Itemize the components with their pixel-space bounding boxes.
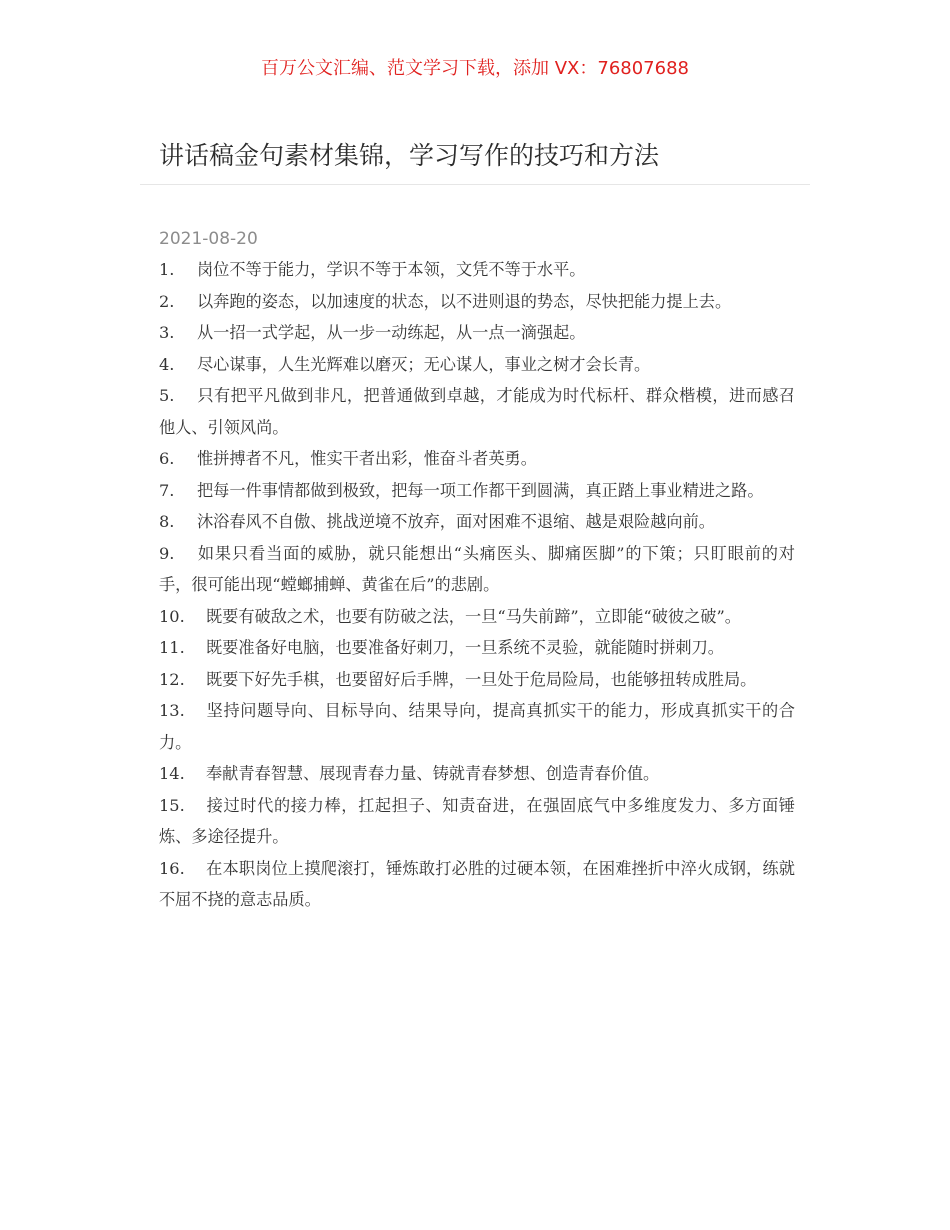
list-item: [159, 538, 795, 601]
promo-banner: 百万公文汇编、范文学习下载，添加 VX：76807688: [261, 58, 689, 79]
item-number: 4.: [159, 354, 175, 374]
item-number: 1.: [159, 260, 175, 279]
item-number: 13.: [159, 701, 185, 720]
item-text: 既要准备好电脑，也要准备好刺刀，一旦系统不灵验，就能随时拼刺刀。: [206, 638, 724, 657]
item-number: 9.: [159, 543, 175, 563]
item-text: 以奔跑的姿态，以加速度的状态，以不进则退的势态，尽快把能力提上去。: [197, 291, 732, 311]
list-item: [159, 443, 795, 475]
item-text: 既要下好先手棋，也要留好后手牌，一旦处于危局险局，也能够扭转成胜局。: [206, 669, 757, 689]
list-item: [159, 506, 795, 538]
item-text: 惟拼搏者不凡，惟实干者出彩，惟奋斗者英勇。: [197, 449, 537, 468]
item-number: 15.: [159, 795, 185, 815]
list-item: [159, 632, 795, 664]
item-text: 既要有破敌之术，也要有防破之法，一旦“马失前蹄”，立即能“破彼之破”。: [206, 606, 741, 626]
list-item: [159, 790, 795, 853]
item-number: 2.: [159, 291, 175, 311]
list-item: [159, 380, 795, 443]
item-number: 11.: [159, 638, 185, 657]
list-item: [159, 853, 795, 916]
item-number: 3.: [159, 323, 175, 342]
item-number: 5.: [159, 386, 175, 405]
item-text: 从一招一式学起，从一步一动练起，从一点一滴强起。: [197, 323, 586, 342]
list-item: [159, 317, 795, 349]
item-number: 10.: [159, 606, 185, 626]
list-item: [159, 254, 795, 286]
list-item: [159, 758, 795, 790]
list-item: [159, 286, 795, 318]
list-item: [159, 601, 795, 633]
title-divider: [140, 184, 810, 185]
item-text: 坚持问题导向、目标导向、结果导向，提高真抓实干的能力，形成真抓实干的合力。: [159, 701, 795, 752]
item-text: 如果只看当面的威胁，就只能想出“头痛医头、脚痛医脚”的下策；只盯眼前的对手，很可能出现“螳螂捕蝉、黄雀在后”的悲剧。: [159, 543, 795, 594]
item-text: 尽心谋事，人生光辉难以磨灭；无心谋人，事业之树才会长青。: [197, 354, 651, 374]
item-text: 接过时代的接力棒，扛起担子、知责奋进，在强固底气中多维度发力、多方面锤炼、多途径提升。: [159, 795, 795, 846]
item-text: 在本职岗位上摸爬滚打，锤炼敢打必胜的过硬本领，在困难挫折中淬火成钢，练就不屈不挠的意志品质。: [159, 858, 795, 909]
item-number: 16.: [159, 858, 185, 878]
item-number: 14.: [159, 764, 185, 783]
item-text: 只有把平凡做到非凡，把普通做到卓越，才能成为时代标杆、群众楷模，进而感召他人、引领风尚。: [159, 386, 795, 437]
item-text: 岗位不等于能力，学识不等于本领，文凭不等于水平。: [197, 260, 586, 279]
list-item: [159, 475, 795, 507]
list-item: [159, 349, 795, 381]
item-number: 6.: [159, 449, 175, 468]
list-item: [159, 664, 795, 696]
page-title: 讲话稿金句素材集锦，学习写作的技巧和方法: [159, 141, 660, 170]
item-number: 12.: [159, 669, 185, 689]
list-item: [159, 695, 795, 758]
publish-date: 2021-08-20: [159, 229, 258, 249]
item-text: 奉献青春智慧、展现青春力量、铸就青春梦想、创造青春价值。: [206, 764, 660, 783]
item-number: 8.: [159, 512, 175, 531]
item-text: 把每一件事情都做到极致，把每一项工作都干到圆满，真正踏上事业精进之路。: [197, 480, 764, 500]
item-text: 沐浴春风不自傲、挑战逆境不放弃，面对困难不退缩、越是艰险越向前。: [197, 512, 715, 531]
item-number: 7.: [159, 480, 175, 500]
quote-list: [159, 254, 795, 916]
